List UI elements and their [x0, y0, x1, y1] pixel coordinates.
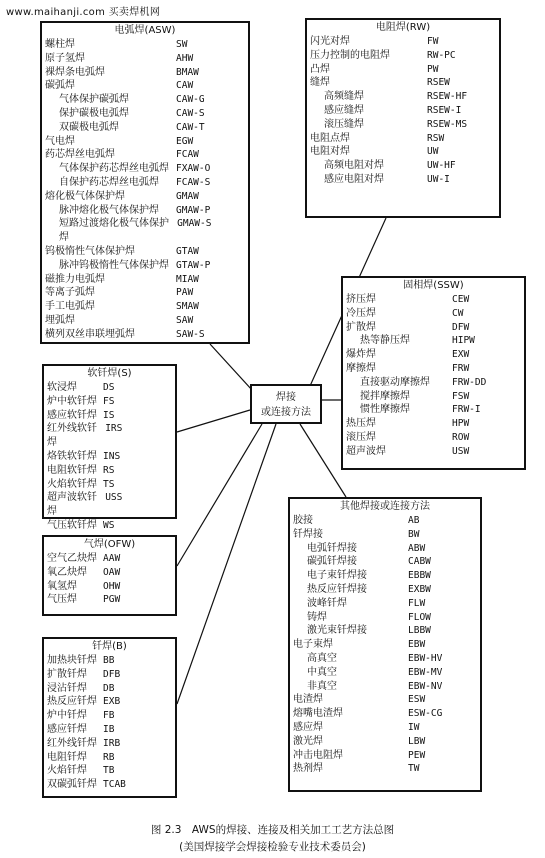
other-methods-box — [288, 497, 482, 792]
method-name: 脉冲钨极惰性气体保护焊 — [59, 259, 169, 271]
method-name: 钨极惰性气体保护焊 — [45, 245, 135, 257]
method-abbreviation: LBBW — [408, 625, 431, 637]
method-name: 闪光对焊 — [310, 36, 350, 47]
method-name: 超声波软钎焊 — [47, 492, 97, 518]
method-row — [307, 159, 499, 173]
method-row — [343, 431, 524, 445]
method-row — [42, 190, 248, 204]
method-name: 热反应钎焊接 — [307, 583, 367, 595]
method-name: 螺柱焊 — [45, 39, 75, 50]
method-row — [44, 654, 175, 668]
method-abbreviation: TW — [408, 763, 420, 775]
method-row — [44, 709, 175, 723]
arc-welding-box — [40, 21, 250, 344]
method-name: 电渣焊 — [293, 694, 323, 706]
method-row — [343, 390, 524, 404]
watermark: www.maihanji.com 买卖焊机网 — [6, 7, 161, 18]
method-name: 胶接 — [293, 515, 313, 526]
method-row — [42, 259, 248, 273]
method-name: 高频电阻对焊 — [324, 160, 384, 172]
method-row — [44, 519, 175, 533]
method-name: 高真空 — [307, 652, 337, 664]
center-line1: 焊接 — [276, 392, 296, 403]
method-row — [290, 569, 480, 583]
caption-title: 图 2.3 AWS的焊接、连接及相关加工工艺方法总图 — [150, 824, 395, 836]
method-abbreviation: IRS — [105, 423, 123, 435]
method-abbreviation: FXAW-O — [176, 163, 211, 175]
method-row — [42, 204, 248, 218]
method-row — [42, 273, 248, 287]
method-abbreviation: EXBW — [408, 583, 431, 595]
method-row — [42, 300, 248, 314]
method-row — [343, 376, 524, 390]
link-other — [300, 424, 346, 497]
method-name: 凸焊 — [310, 63, 330, 75]
method-abbreviation: HPW — [452, 418, 470, 430]
method-row — [42, 245, 248, 259]
method-row — [343, 307, 524, 321]
soldering-title: 软钎焊(S) — [87, 368, 132, 379]
method-abbreviation: CAW-T — [176, 121, 205, 133]
method-name: 双碳弧钎焊 — [47, 779, 97, 791]
method-abbreviation: HIPW — [452, 335, 475, 347]
method-name: 缝焊 — [310, 77, 330, 89]
method-abbreviation: FB — [103, 710, 115, 722]
method-abbreviation: FSW — [452, 390, 470, 402]
method-name: 药芯焊丝电弧焊 — [45, 149, 115, 161]
method-name: 气压焊 — [47, 594, 77, 606]
method-row — [42, 162, 248, 176]
method-abbreviation: WS — [103, 519, 115, 531]
method-row — [307, 35, 499, 49]
method-abbreviation: RSW — [427, 132, 445, 144]
method-row — [307, 118, 499, 132]
method-abbreviation: ESW — [408, 694, 426, 706]
method-abbreviation: FCAW-S — [176, 176, 211, 188]
method-name: 埋弧焊 — [45, 314, 75, 326]
method-row — [290, 528, 480, 542]
method-abbreviation: OAW — [103, 566, 121, 578]
method-row — [44, 552, 175, 566]
method-abbreviation: RB — [103, 751, 115, 763]
oxyfuel-welding-box — [42, 535, 177, 616]
method-abbreviation: ABW — [408, 542, 426, 554]
method-abbreviation: FW — [427, 36, 439, 47]
method-row — [44, 566, 175, 580]
method-row — [44, 450, 175, 464]
method-abbreviation: USS — [105, 492, 123, 504]
link-brazing — [177, 424, 276, 704]
method-name: 热压焊 — [346, 418, 376, 430]
method-name: 电阻点焊 — [310, 132, 350, 144]
method-name: 热剂焊 — [293, 763, 323, 775]
method-abbreviation: IB — [103, 723, 115, 735]
method-row — [42, 148, 248, 162]
method-name: 滚压焊 — [346, 431, 376, 443]
method-name: 摩擦焊 — [346, 362, 376, 374]
link-oxyfuel — [177, 424, 262, 566]
method-name: 氧氢焊 — [47, 580, 77, 592]
method-abbreviation: GTAW — [176, 245, 199, 257]
method-row — [42, 79, 248, 93]
method-row — [290, 514, 480, 528]
method-row — [44, 695, 175, 709]
method-name: 感应软钎焊 — [47, 409, 97, 421]
oxyfuel-title: 气焊(OFW) — [83, 539, 136, 550]
method-name: 熔嘴电渣焊 — [293, 708, 343, 720]
method-name: 感应电阻对焊 — [324, 173, 384, 185]
other-title: 其他焊接或连接方法 — [340, 501, 430, 512]
method-name: 压力控制的电阻焊 — [310, 49, 390, 61]
method-name: 电弧钎焊接 — [307, 542, 357, 554]
method-row — [44, 764, 175, 778]
method-abbreviation: RSEW — [427, 77, 450, 89]
method-abbreviation: SMAW — [176, 301, 199, 313]
method-abbreviation: RSEW-HF — [427, 91, 468, 103]
method-row — [42, 135, 248, 149]
method-abbreviation: IRB — [103, 737, 121, 749]
method-abbreviation: FRW-DD — [452, 376, 487, 388]
resistance-welding-box — [305, 18, 501, 218]
method-name: 短路过渡熔化极气体保护焊 — [59, 218, 169, 244]
soldering-box — [42, 364, 177, 531]
method-name: 扩散焊 — [346, 321, 376, 333]
method-name: 软浸焊 — [47, 382, 77, 393]
method-abbreviation: DS — [103, 382, 115, 393]
method-abbreviation: LBW — [408, 735, 426, 747]
method-abbreviation: FCAW — [176, 149, 199, 161]
method-row — [42, 66, 248, 80]
method-name: 爆炸焊 — [346, 349, 376, 361]
method-abbreviation: FLW — [408, 597, 426, 609]
method-name: 高频缝焊 — [324, 91, 364, 103]
method-abbreviation: IS — [103, 409, 115, 421]
method-abbreviation: PGW — [103, 594, 121, 606]
method-row — [290, 624, 480, 638]
method-abbreviation: ROW — [452, 431, 470, 443]
method-name: 裸焊条电弧焊 — [45, 66, 105, 78]
method-row — [42, 52, 248, 66]
method-name: 感应缝焊 — [324, 104, 364, 116]
method-name: 感应焊 — [293, 721, 323, 733]
method-name: 熔化极气体保护焊 — [45, 190, 125, 202]
method-row — [44, 737, 175, 751]
method-row — [343, 321, 524, 335]
method-name: 空气乙炔焊 — [47, 553, 97, 564]
method-row — [343, 334, 524, 348]
method-row — [290, 652, 480, 666]
method-abbreviation: EGW — [176, 135, 194, 147]
method-row — [343, 417, 524, 431]
method-abbreviation: UW — [427, 146, 439, 158]
method-abbreviation: EBW-NV — [408, 680, 443, 692]
method-row — [42, 38, 248, 52]
method-abbreviation: BMAW — [176, 66, 199, 78]
method-abbreviation: UW-I — [427, 173, 450, 185]
method-name: 电阻钎焊 — [47, 751, 87, 763]
method-name: 激光焊 — [293, 735, 323, 747]
method-name: 激光束钎焊接 — [307, 625, 367, 637]
method-name: 铸焊 — [307, 611, 327, 623]
method-abbreviation: FRW-I — [452, 404, 481, 416]
method-abbreviation: GMAW — [176, 190, 199, 202]
method-name: 横列双丝串联埋弧焊 — [45, 328, 135, 340]
method-abbreviation: TB — [103, 765, 115, 777]
method-abbreviation: CEW — [452, 294, 470, 305]
method-row — [44, 464, 175, 478]
method-row — [290, 597, 480, 611]
method-row — [343, 362, 524, 376]
method-name: 火焰软钎焊 — [47, 478, 97, 490]
method-abbreviation: CABW — [408, 556, 431, 568]
method-abbreviation: PEW — [408, 749, 426, 761]
method-abbreviation: FS — [103, 395, 115, 407]
method-name: 气体保护碳弧焊 — [59, 94, 129, 106]
method-abbreviation: BB — [103, 655, 115, 666]
method-abbreviation: PAW — [176, 287, 194, 299]
method-abbreviation: EBBW — [408, 570, 431, 582]
method-row — [307, 132, 499, 146]
method-row — [290, 749, 480, 763]
method-row — [44, 682, 175, 696]
method-name: 气电焊 — [45, 135, 75, 147]
method-abbreviation: UW-HF — [427, 160, 456, 172]
method-name: 中真空 — [307, 666, 337, 678]
method-abbreviation: GMAW-P — [176, 204, 211, 216]
method-row — [44, 778, 175, 792]
method-name: 炉中钎焊 — [47, 710, 87, 722]
method-name: 脉冲熔化极气体保护焊 — [59, 204, 159, 216]
method-row — [290, 693, 480, 707]
method-name: 冲击电阻焊 — [293, 749, 343, 761]
method-row — [290, 555, 480, 569]
method-name: 双碳极电弧焊 — [59, 121, 119, 133]
method-name: 非真空 — [307, 680, 337, 692]
method-row — [290, 735, 480, 749]
method-name: 电子束钎焊接 — [307, 570, 367, 582]
method-row — [307, 49, 499, 63]
method-name: 挤压焊 — [346, 294, 376, 305]
solid-state-welding-box — [341, 276, 526, 470]
method-name: 滚压缝焊 — [324, 118, 364, 130]
method-abbreviation: EBW-HV — [408, 652, 443, 664]
method-row — [343, 445, 524, 459]
method-row — [290, 666, 480, 680]
method-abbreviation: FRW — [452, 362, 470, 374]
method-abbreviation: DFW — [452, 321, 470, 333]
method-abbreviation: TCAB — [103, 779, 126, 791]
method-row — [44, 580, 175, 594]
method-name: 碳弧焊 — [45, 80, 75, 92]
method-row — [44, 668, 175, 682]
method-abbreviation: MIAW — [176, 273, 199, 285]
method-name: 感应钎焊 — [47, 723, 87, 735]
method-name: 电子束焊 — [293, 639, 333, 651]
method-row — [44, 478, 175, 492]
method-abbreviation: TS — [103, 478, 115, 490]
method-name: 电阻对焊 — [310, 146, 350, 158]
method-row — [290, 638, 480, 652]
method-name: 等离子弧焊 — [45, 287, 95, 299]
link-soldering — [177, 410, 250, 432]
method-abbreviation: CW — [452, 307, 464, 319]
method-abbreviation: SAW — [176, 314, 194, 326]
center-line2: 或连接方法 — [261, 407, 311, 418]
method-abbreviation: CAW-S — [176, 107, 205, 119]
method-name: 原子氢焊 — [45, 52, 85, 64]
method-row — [307, 63, 499, 77]
method-name: 红外线软钎焊 — [47, 423, 97, 449]
method-row — [42, 121, 248, 135]
method-abbreviation: CAW-G — [176, 94, 205, 106]
method-row — [42, 107, 248, 121]
method-abbreviation: PW — [427, 63, 439, 75]
method-name: 加热块钎焊 — [47, 655, 97, 666]
method-name: 碳弧钎焊接 — [307, 556, 357, 568]
method-row — [343, 293, 524, 307]
method-name: 保护碳极电弧焊 — [59, 107, 129, 119]
resistance-title: 电阻焊(RW) — [375, 22, 431, 33]
method-abbreviation: INS — [103, 450, 121, 462]
method-row — [44, 491, 175, 519]
method-name: 自保护药芯焊丝电弧焊 — [59, 176, 159, 188]
method-abbreviation: RW-PC — [427, 49, 456, 61]
method-abbreviation: IW — [408, 721, 420, 733]
method-row — [42, 217, 248, 245]
method-row — [44, 381, 175, 395]
method-abbreviation: ESW-CG — [408, 708, 443, 720]
link-arc — [210, 344, 252, 390]
method-row — [307, 76, 499, 90]
method-row — [343, 348, 524, 362]
method-abbreviation: USW — [452, 445, 470, 457]
method-abbreviation: OHW — [103, 580, 121, 592]
solid-title: 固相焊(SSW) — [403, 280, 464, 291]
method-name: 磁推力电弧焊 — [45, 273, 105, 285]
method-abbreviation: DB — [103, 682, 115, 694]
method-name: 超声波焊 — [346, 445, 386, 457]
method-abbreviation: SAW-S — [176, 328, 205, 340]
method-abbreviation: RS — [103, 464, 115, 476]
method-abbreviation: EXW — [452, 349, 470, 361]
method-row — [42, 286, 248, 300]
method-row — [307, 104, 499, 118]
method-row — [290, 721, 480, 735]
method-abbreviation: RSEW-I — [427, 104, 462, 116]
method-name: 搅拌摩擦焊 — [360, 390, 410, 402]
method-name: 直接驱动摩擦焊 — [360, 376, 430, 388]
method-name: 冷压焊 — [346, 307, 376, 319]
method-name: 波峰钎焊 — [307, 597, 347, 609]
method-name: 电阻软钎焊 — [47, 464, 97, 476]
method-name: 扩散钎焊 — [47, 668, 87, 680]
method-abbreviation: CAW — [176, 80, 194, 92]
arc-title: 电弧焊(ASW) — [114, 25, 176, 36]
method-row — [42, 176, 248, 190]
method-row — [290, 542, 480, 556]
method-row — [44, 723, 175, 737]
method-row — [42, 314, 248, 328]
center-welding-node — [250, 384, 322, 424]
method-row — [307, 173, 499, 187]
method-abbreviation: AHW — [176, 52, 194, 64]
method-abbreviation: EBW-MV — [408, 666, 443, 678]
caption-subtitle: (美国焊接学会焊接检验专业技术委员会) — [179, 841, 366, 853]
method-name: 气体保护药芯焊丝电弧焊 — [59, 163, 169, 175]
method-row — [290, 611, 480, 625]
method-row — [42, 93, 248, 107]
method-name: 热等静压焊 — [360, 335, 410, 347]
method-name: 钎焊接 — [293, 528, 323, 540]
method-row — [290, 680, 480, 694]
method-name: 红外线钎焊 — [47, 737, 97, 749]
method-row — [307, 145, 499, 159]
method-row — [42, 328, 248, 342]
method-abbreviation: BW — [408, 528, 420, 540]
method-name: 炉中软钎焊 — [47, 395, 97, 407]
method-row — [44, 422, 175, 450]
method-name: 手工电弧焊 — [45, 301, 95, 313]
brazing-title: 钎焊(B) — [92, 641, 127, 652]
method-name: 热反应钎焊 — [47, 696, 97, 708]
method-row — [290, 762, 480, 776]
method-row — [343, 403, 524, 417]
method-row — [290, 583, 480, 597]
method-abbreviation: AAW — [103, 553, 121, 564]
method-abbreviation: DFB — [103, 668, 121, 680]
method-name: 火焰钎焊 — [47, 765, 87, 777]
method-name: 氧乙炔焊 — [47, 566, 87, 578]
brazing-box — [42, 637, 177, 798]
method-abbreviation: GMAW-S — [177, 218, 212, 230]
method-name: 浸沾钎焊 — [47, 682, 87, 694]
method-row — [307, 90, 499, 104]
method-abbreviation: RSEW-MS — [427, 118, 468, 130]
method-row — [44, 409, 175, 423]
method-name: 烙铁软钎焊 — [47, 450, 97, 462]
method-abbreviation: EBW — [408, 639, 426, 651]
method-abbreviation: EXB — [103, 696, 121, 708]
method-row — [44, 751, 175, 765]
method-name: 惯性摩擦焊 — [360, 404, 410, 416]
method-row — [44, 395, 175, 409]
method-row — [290, 707, 480, 721]
method-abbreviation: SW — [176, 39, 188, 50]
method-abbreviation: GTAW-P — [176, 259, 211, 271]
method-row — [44, 593, 175, 607]
method-abbreviation: FLOW — [408, 611, 431, 623]
method-name: 气压软钎焊 — [47, 519, 97, 531]
method-abbreviation: AB — [408, 515, 420, 526]
